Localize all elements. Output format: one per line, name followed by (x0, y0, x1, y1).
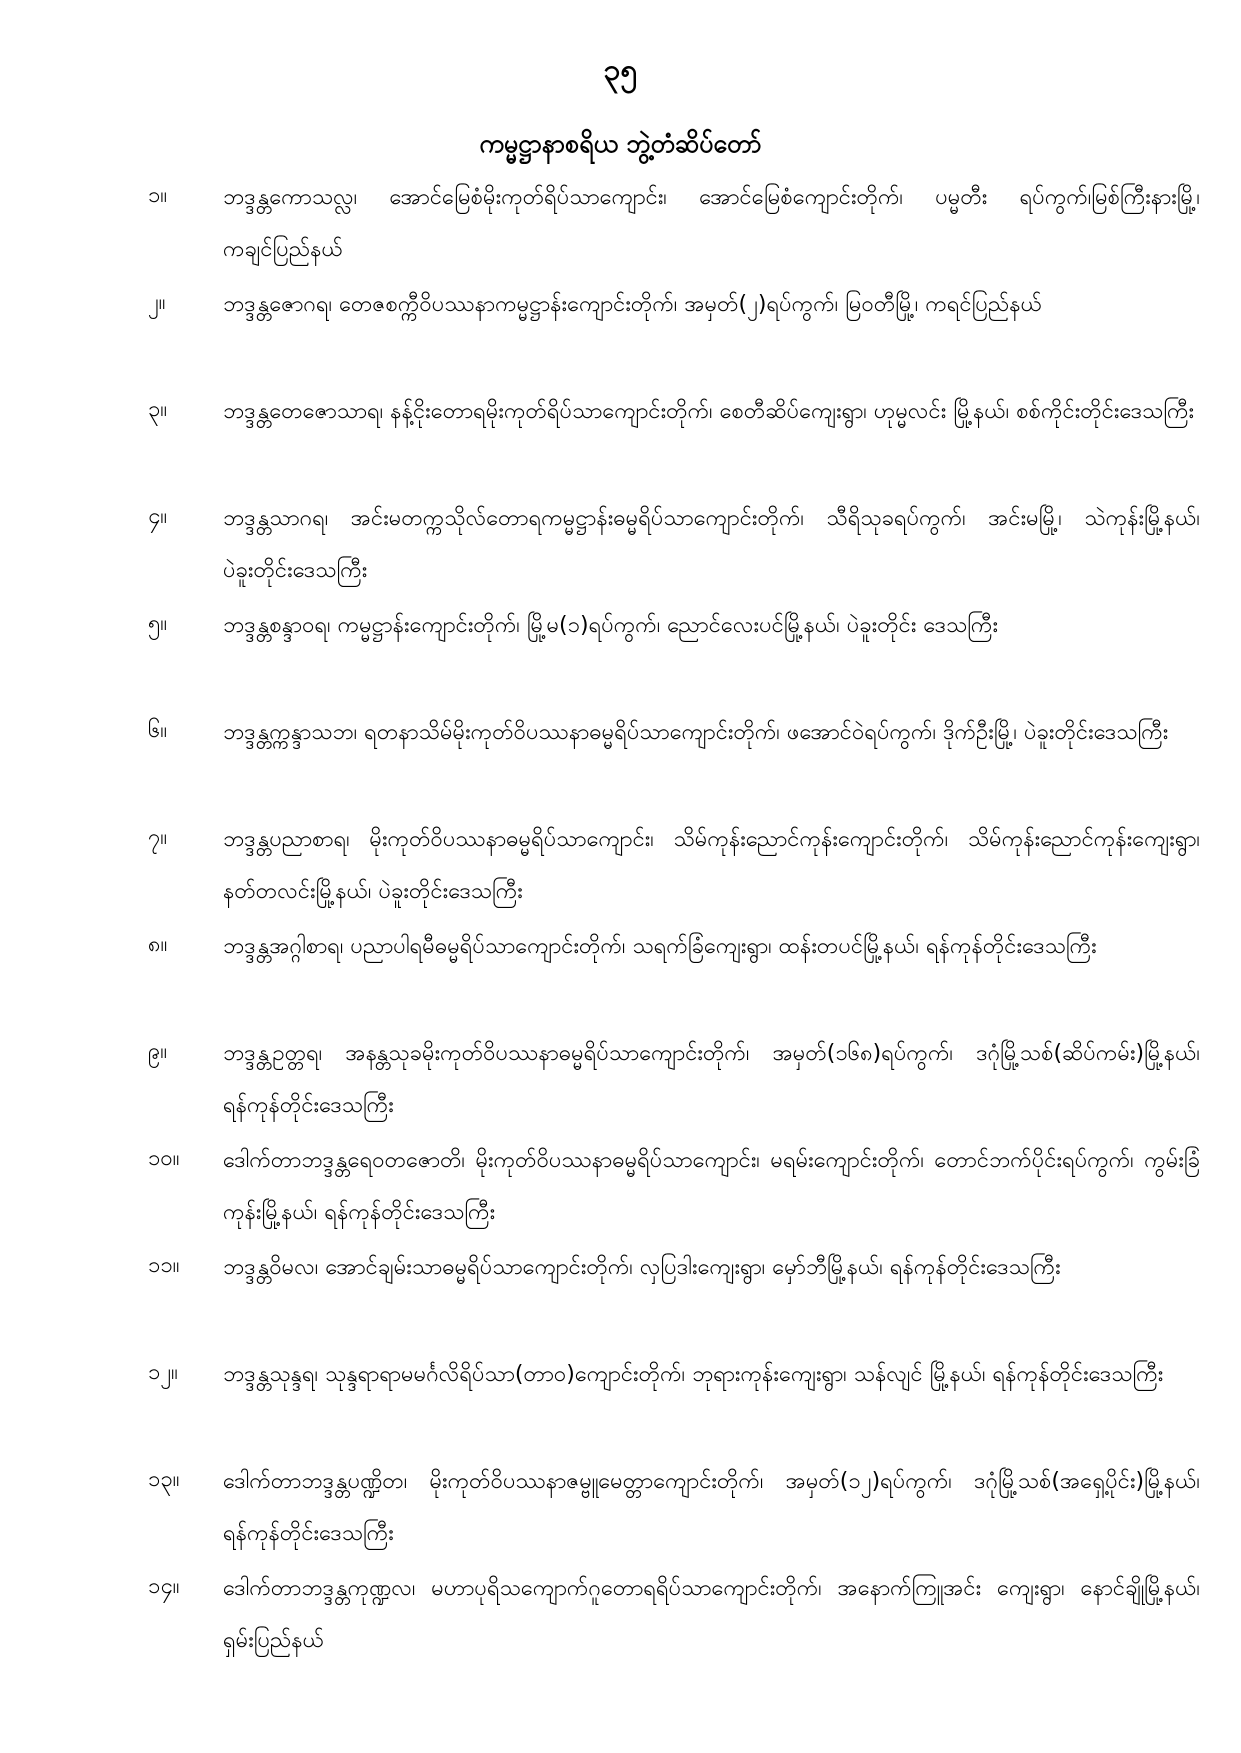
entry-number: ၆။ (148, 718, 168, 743)
entry-text: ဘဒ္ဒန္တစန္ဒာဝရ၊ ကမ္မဋ္ဌာန်းကျောင်းတိုက်၊ မြို့မ(၁)ရပ်ကွက်၊ ညောင်လေးပင်မြို့နယ်၊ ပဲခူးတိုင်း ဒေသကြီး (223, 613, 999, 638)
entry-text: ဘဒ္ဒန္တဇောဂရ၊ တေဇစက္ကီဝိပဿနာကမ္မဋ္ဌာန်းကျောင်းတိုက်၊ အမှတ်(၂)ရပ်ကွက်၊ မြဝတီမြို့၊ ကရင်ပြည်နယ် (223, 292, 1042, 317)
entry-text: ဒေါက်တာဘဒ္ဒန္တကုဏ္ဍလ၊ မဟာပုရိသကျောက်ဂူတောရရိပ်သာကျောင်းတိုက်၊ အနောက်ကြူအင်း ကျေးရွာ၊ နောင်ချိုမြို့နယ်၊ ရှမ်းပြည်နယ် (223, 1576, 1200, 1653)
entry-text: ဘဒ္ဒန္တဝိမလ၊ အောင်ချမ်းသာဓမ္မရိပ်သာကျောင်းတိုက်၊ လှပြဒါးကျေးရွာ၊ မှော်ဘီမြို့နယ်၊ ရန်ကုန်တိုင်းဒေသကြီး (223, 1255, 1061, 1280)
list-item (148, 921, 1200, 1028)
entry-number: ၂။ (148, 290, 166, 315)
entry-number: ၁၀။ (148, 1146, 180, 1171)
entry-number: ၁၁။ (148, 1253, 180, 1278)
entry-number: ၁၃။ (148, 1467, 180, 1492)
entry-text: ဘဒ္ဒန္တတေဇောသာရ၊ နန့်ငိုးတောရမိုးကုတ်ရိပ်သာကျောင်းတိုက်၊ စေတီဆိပ်ကျေးရွာ၊ ဟုမ္မလင်း မြို့နယ်၊ စစ်ကိုင်းတိုင်းဒေသကြီး (223, 399, 1195, 424)
entry-text: ဒေါက်တာဘဒ္ဒန္တရေဝတဇောတိ၊ မိုးကုတ်ဝိပဿနာဓမ္မရိပ်သာကျောင်း၊ မရမ်းကျောင်းတိုက်၊ တောင်ဘက်ပိုင်းရပ်ကွက်၊ ကွမ်းခြံကုန်းမြို့နယ်၊ ရန်ကုန်တိုင်းဒေသကြီး (223, 1148, 1200, 1225)
list-item (148, 493, 1200, 600)
entry-number: ၁၂။ (148, 1360, 178, 1385)
entry-number: ၃။ (148, 397, 168, 422)
list-item (148, 1563, 1200, 1670)
list-item (148, 707, 1200, 814)
list-item (148, 279, 1200, 386)
entry-list (148, 172, 1200, 1670)
list-item (148, 1028, 1200, 1135)
list-item (148, 1242, 1200, 1349)
entry-text: ဒေါက်တာဘဒ္ဒန္တပဏ္ဍိတ၊ မိုးကုတ်ဝိပဿနာဇမ္ဗူမေတ္တာကျောင်းတိုက်၊ အမှတ်(၁၂)ရပ်ကွက်၊ ဒဂုံမြို့သစ်(အရှေ့ပိုင်း)မြို့နယ်၊ ရန်ကုန်တိုင်းဒေသကြီး (223, 1469, 1200, 1546)
list-item (148, 600, 1200, 707)
entry-number: ၇။ (148, 825, 168, 850)
list-item (148, 1135, 1200, 1242)
entry-number: ၁။ (148, 183, 168, 208)
entry-number: ၁၄။ (148, 1574, 180, 1599)
list-item (148, 172, 1200, 279)
entry-number: ၄။ (148, 504, 168, 529)
entry-number: ၉။ (148, 1039, 168, 1064)
entry-text: ဘဒ္ဒန္တကောသလ္လ၊ အောင်မြေစံမိုးကုတ်ရိပ်သာကျောင်း၊ အောင်မြေစံကျောင်းတိုက်၊ ပမ္မတီး ရပ်ကွက်၊မြစ်ကြီးနားမြို့၊ ကချင်ပြည်နယ် (223, 185, 1200, 262)
list-item (148, 386, 1200, 493)
entry-text: ဘဒ္ဒန္တက္ကန္ဒာသဘ၊ ရတနာသိမ်မိုးကုတ်ဝိပဿနာဓမ္မရိပ်သာကျောင်းတိုက်၊ ဖအောင်ဝဲရပ်ကွက်၊ ဒိုက်ဦးမြို့၊ ပဲခူးတိုင်းဒေသကြီး (223, 720, 1169, 745)
entry-number: ၈။ (148, 932, 168, 957)
page-title: ကမ္မဋ္ဌာနာစရိယ ဘွဲ့တံဆိပ်တော် (479, 129, 762, 158)
entry-text: ဘဒ္ဒန္တဥတ္တရ၊ အနန္တသုခမိုးကုတ်ဝိပဿနာဓမ္မရိပ်သာကျောင်းတိုက်၊ အမှတ်(၁၆၈)ရပ်ကွက်၊ ဒဂုံမြို့သစ်(ဆိပ်ကမ်း)မြို့နယ်၊ ရန်ကုန်တိုင်းဒေသကြီး (223, 1041, 1200, 1118)
entry-text: ဘဒ္ဒန္တအဂ္ဂါစာရ၊ ပညာပါရမီဓမ္မရိပ်သာကျောင်းတိုက်၊ သရက်ခြံကျေးရွာ၊ ထန်းတပင်မြို့နယ်၊ ရန်ကုန်တိုင်းဒေသကြီး (223, 934, 1097, 959)
list-item (148, 1456, 1200, 1563)
entry-number: ၅။ (148, 611, 168, 636)
entry-text: ဘဒ္ဒန္တသာဂရ၊ အင်းမတက္ကသိုလ်တောရကမ္မဋ္ဌာန်းဓမ္မရိပ်သာကျောင်းတိုက်၊ သီရိသုခရပ်ကွက်၊ အင်းမမြို့၊ သဲကုန်းမြို့နယ်၊ ပဲခူးတိုင်းဒေသကြီး (223, 506, 1200, 583)
list-item (148, 1349, 1200, 1456)
list-item (148, 814, 1200, 921)
entry-text: ဘဒ္ဒန္တသုန္ဒရ၊ သုန္ဒရာရာမမင်္ဂလိရိပ်သာ(တာဝ)ကျောင်းတိုက်၊ ဘုရားကုန်းကျေးရွာ၊ သန်လျင် မြို့နယ်၊ ရန်ကုန်တိုင်းဒေသကြီး (223, 1362, 1164, 1387)
page-number: ၃၅ (603, 53, 638, 88)
entry-text: ဘဒ္ဒန္တပညာစာရ၊ မိုးကုတ်ဝိပဿနာဓမ္မရိပ်သာကျောင်း၊ သိမ်ကုန်းညောင်ကုန်းကျောင်းတိုက်၊ သိမ်ကုန်းညောင်ကုန်းကျေးရွာ၊ နတ်တလင်းမြို့နယ်၊ ပဲခူးတိုင်းဒေသကြီး (223, 827, 1200, 904)
